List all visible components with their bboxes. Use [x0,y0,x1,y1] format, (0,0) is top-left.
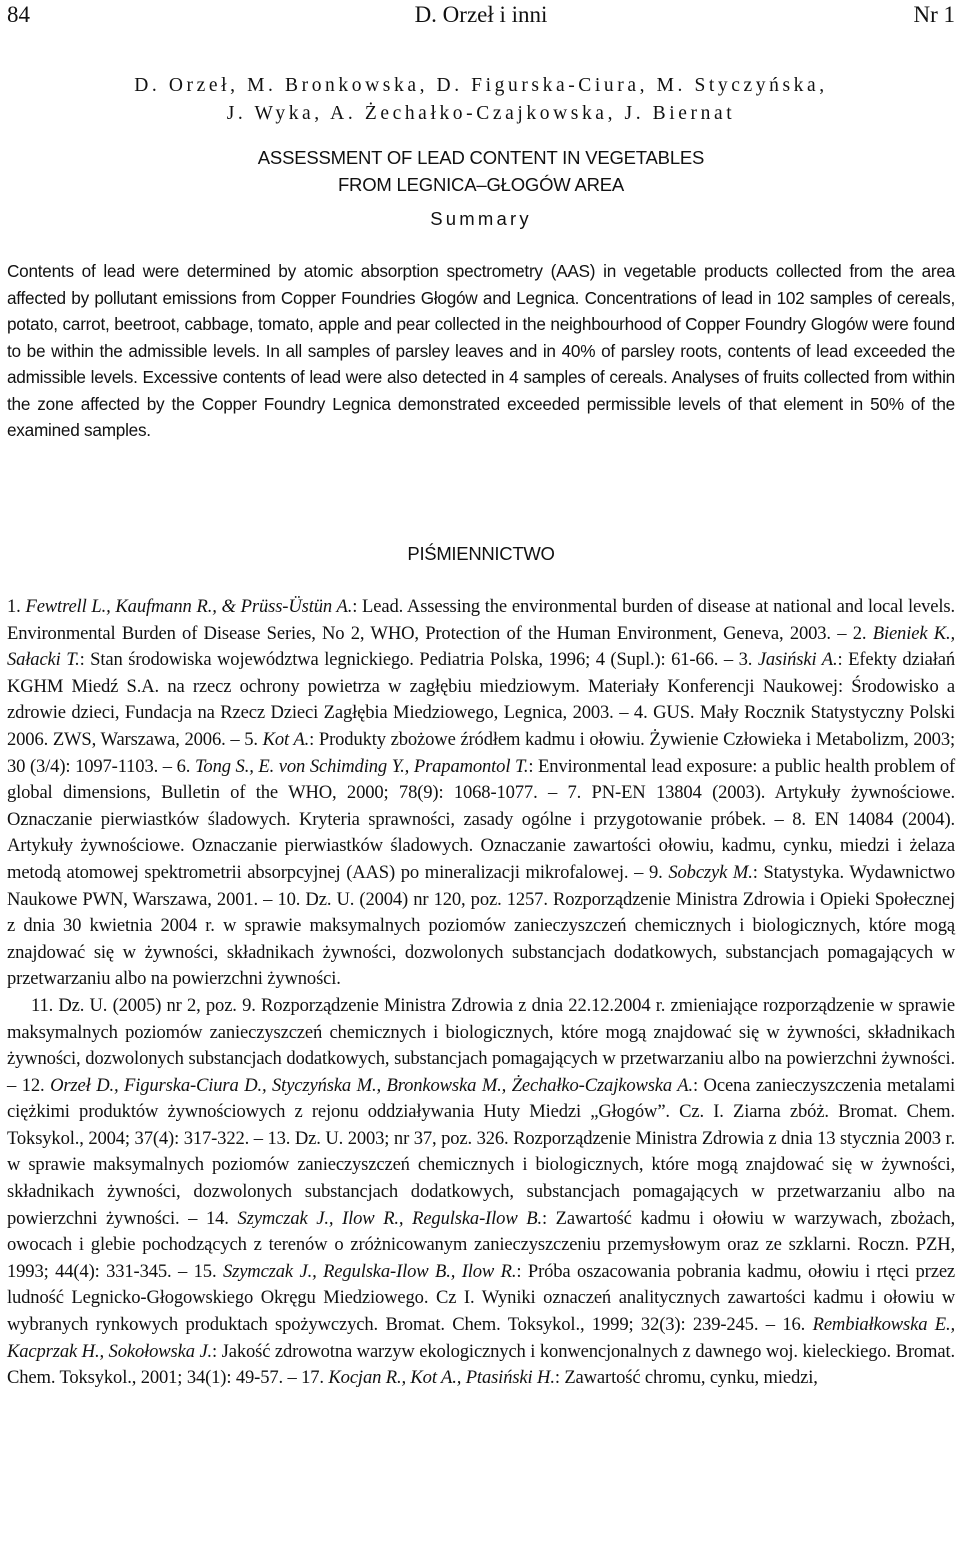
ref-text: : Jakość zdrowotna warzyw ekologicznych i konwencjonalnych z dawnego woj. kieleckiego. Bromat. Chem. Toksykol., 2001; 34(1): 49-57. – 17. [7,1340,955,1389]
abstract [7,258,955,444]
ref-text: : Lead. Assessing the environmental burden of disease at national and local levels. Environmental Burden of Disease Series, No 2, WHO, Protection of the Human Environment, Geneva, 2003. – 2. [7,596,955,644]
ref-authors: Sobczyk M. [668,861,753,883]
page-number: 84 [7,2,30,27]
ref-text: : Zawartość chromu, cynku, miedzi, [554,1367,818,1389]
title-line: FROM LEGNICA–GŁOGÓW AREA [337,174,625,195]
ref-text: : Environmental lead exposure: a public health problem of global dimensions, Bulletin of the WHO, 2000; 78(9): 1068-1077. – 7. PN-EN 13804 (2003). Artykuły żywnościowe. Oznaczanie pierwiastków śladowych. Kryteria sprawności, zasady ogólne i przygotowanie próbek. – 8. EN 14084 (2004). Artykuły żywnościowe. Oznaczanie pierwiastków śladowych. Oznaczanie zawartości ołowiu, kadmu, cynku, miedzi i żelaza metodą atomowej spektrometrii absorpcyjnej (AAS) po mineralizacji mikrofalowej. – 9. [7,755,956,883]
references-heading: PIŚMIENNICTWO [407,543,555,564]
ref-authors: Rembiałkowska E., Kacprzak H., Sokołowska J. [7,1314,956,1362]
issue-number: Nr 1 [913,2,955,27]
ref-text: : Efekty działań KGHM Miedź S.A. na rzecz ochrony powietrza w zagłębiu miedziowym. Materiały Konferencji Naukowej: Środowisko a zdrowie dzieci, Fundacja na Rzecz Dzieci Zagłębia Miedziowego, Legnica, 2003. – 4. GUS. Mały Rocznik Statystyczny Polski 2006. ZWS, Warszawa, 2006. – 5. [7,649,955,750]
ref-text: : Stan środowiska województwa legnickiego. Pediatria Polska, 1996; 4 (Supl.): 61-66. – 3. [79,649,753,671]
ref-authors: Kot A. [262,728,310,750]
ref-authors: Jasiński A. [757,649,838,671]
ref-authors: Orzeł D., Figurska-Ciura D., Styczyńska M., Bronkowska M., Żechałko-Czajkowska A. [50,1074,693,1096]
abstract-text: Contents of lead were determined by atomic absorption spectrometry (AAS) in vegetable products collected from the area affected by pollutant emissions from Copper Foundries Głogów and Legnica. Concentrations of lead in 102 samples of cereals, potato, carrot, beetroot, cabbage, tomato, apple and pear collected in the neighbourhood of Copper Foundry Glogów were found to be within the admissible levels. In all samples of parsley leaves and in 40% of parsley roots, contents of lead exceeded the admissible levels. Excessive contents of lead were also detected in 4 samples of cereals. Analyses of fruits collected from within the zone affected by the Copper Foundry Legnica demonstrated exceeded permissible levels of that element in 50% of the examined samples. [7,261,955,440]
running-head: D. Orzeł i inni [414,2,548,27]
author-list [7,72,955,128]
ref-text: : Zawartość kadmu i ołowiu w warzywach, zbożach, owocach i glebie pochodzących z terenów o zróżnicowanym zanieczyszczeniu przemysłowym oraz ze szklarni. Roczn. PZH, 1993; 44(4): 331-345. – 15. [7,1207,955,1282]
author-line: D. Orzeł, M. Bronkowska, D. Figurska-Ciura, M. Styczyńska, [134,75,828,96]
ref-text: : Statystyka. Wydawnictwo Naukowe PWN, Warszawa, 2001. – 10. Dz. U. (2004) nr 120, poz. 1257. Rozporządzenie Ministra Zdrowia i Opieki Społecznej z dnia 30 kwietnia 2004 r. w sprawie maksymalnych poziomów zanieczyszczeń chemicznych i biologicznych, które mogą znajdować się w żywności, składnikach żywności, dozwolonych substancjach dodatkowych, substancjach pomagających w przetwarzaniu albo na powierzchni żywności. [7,861,956,990]
article-title [7,144,955,198]
ref-text: : Ocena zanieczyszczenia metalami ciężkimi produktów żywnościowych z rejonu oddziaływania Huty Miedzi „Głogów”. Cz. I. Ziarna zbóż. Bromat. Chem. Toksykol., 2004; 37(4): 317-322. – 13. Dz. U. 2003; nr 37, poz. 326. Rozporządzenie Ministra Zdrowia z dnia 13 stycznia 2003 r. w sprawie maksymalnych poziomów zanieczyszczeń chemicznych i biologicznych, które mogą znajdować się w żywności, składnikach żywności, dozwolonych substancjach dodatkowych, substancjach pomagających w przetwarzaniu albo na powierzchni żywności. – 14. [7,1074,955,1229]
summary-heading: Summary [430,208,532,229]
ref-text: : Produkty zbożowe źródłem kadmu i ołowiu. Żywienie Człowieka i Metabolizm, 2003; 30 (3/4): 1097-1103. – 6. [7,728,955,777]
references-paragraph [7,594,955,993]
ref-authors: Kocjan R., Kot A., Ptasiński H. [328,1367,555,1389]
title-line: ASSESSMENT OF LEAD CONTENT IN VEGETABLES [257,147,705,168]
author-line: J. Wyka, A. Żechałko-Czajkowska, J. Biernat [226,103,736,124]
page-header [7,2,955,32]
ref-authors: Tong S., E. von Schimding Y., Prapamontol T. [194,755,529,777]
ref-authors: Bieniek K., Sałacki T. [7,622,956,671]
ref-authors: Szymczak J., Regulska-Ilow B., Ilow R. [222,1260,517,1282]
references-list [7,594,955,1392]
ref-text: : Próba oszacowania pobrania kadmu, ołowiu i rtęci przez ludność Legnicko-Głogowskiego Okręgu Miedziowego. Cz I. Wyniki oznaczeń analitycznych zawartości kadmu i ołowiu w wybranych rynkowych produktach spożywczych. Bromat. Chem. Toksykol., 1999; 32(3): 239-245. – 16. [7,1260,956,1336]
ref-authors: Szymczak J., Ilow R., Regulska-Ilow B. [237,1207,542,1229]
ref-text: 11. Dz. U. (2005) nr 2, poz. 9. Rozporządzenie Ministra Zdrowia z dnia 22.12.2004 r. zmieniające rozporządzenie w sprawie maksymalnych poziomów zanieczyszczeń chemicznych i biologicznych, które mogą znajdować się w żywności, składnikach żywności, dozwolonych substancjach dodatkowych, substancjach pomagających w przetwarzaniu albo na powierzchni żywności. – 12. [7,994,955,1096]
ref-number: 1. [7,596,21,617]
references-paragraph [7,993,955,1392]
ref-authors: Fewtrell L., Kaufmann R., & Prüss-Üstün A. [25,596,353,617]
